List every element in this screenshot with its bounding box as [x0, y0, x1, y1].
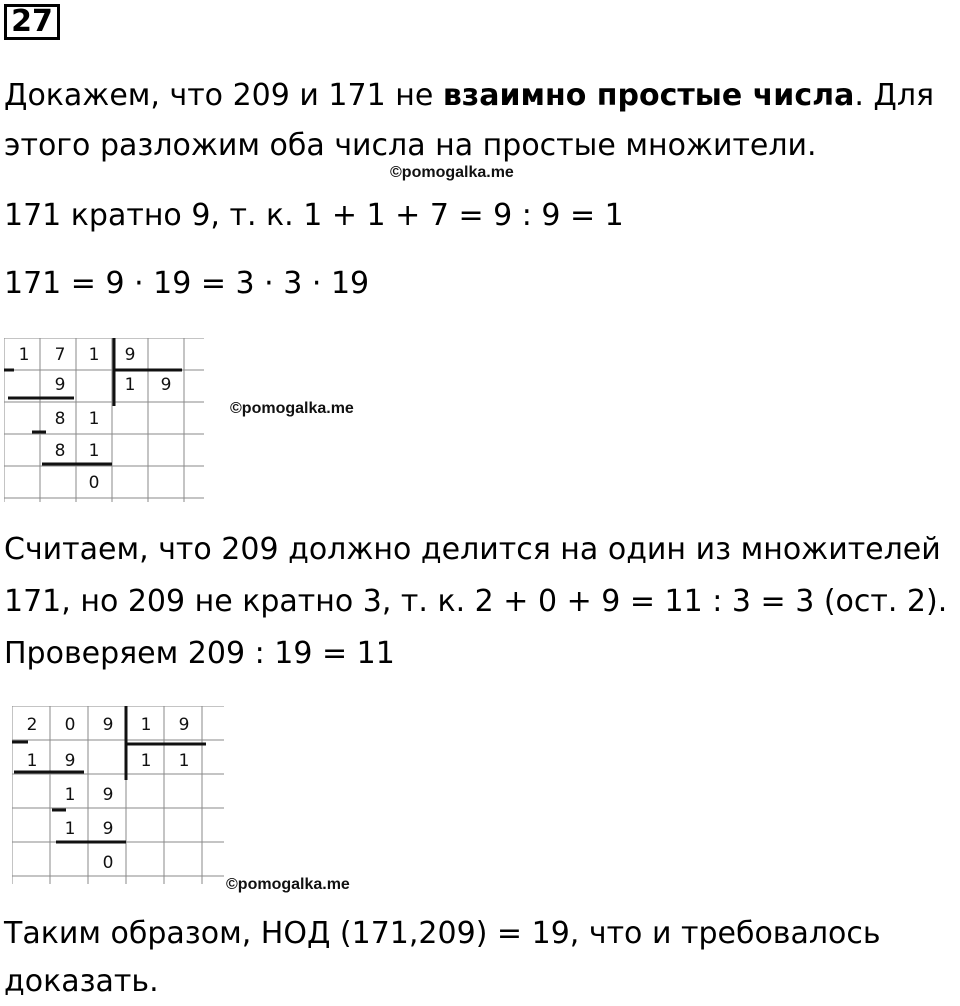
subtrahend-digit: 9: [54, 375, 66, 395]
final-remainder: 0: [102, 853, 114, 873]
long-division-171-by-9: [4, 338, 204, 502]
subtrahend-digit: 1: [88, 441, 100, 461]
para2-line-3: Проверяем 209 : 19 = 11: [4, 636, 395, 671]
divisor-digit: 9: [178, 715, 190, 735]
dividend-digit: 1: [88, 345, 100, 365]
dividend-digit: 7: [54, 345, 66, 365]
intro-line-2: этого разложим оба числа на простые множители.: [4, 128, 817, 163]
subtrahend-digit: 1: [64, 819, 76, 839]
remainder-digit: 1: [64, 785, 76, 805]
dividend-digit: 2: [26, 715, 38, 735]
watermark: ©pomogalka.me: [390, 164, 514, 181]
subtrahend-digit: 8: [54, 441, 66, 461]
intro-line-1: [4, 76, 934, 116]
watermark: ©pomogalka.me: [226, 876, 350, 893]
subtrahend-digit: 1: [26, 751, 38, 771]
remainder-digit: 9: [102, 785, 114, 805]
long-division-209-by-19: [12, 706, 224, 886]
subtrahend-digit: 9: [64, 751, 76, 771]
quotient-digit: 1: [178, 751, 190, 771]
quotient-digit: 1: [124, 375, 136, 395]
dividend-digit: 0: [64, 715, 76, 735]
dividend-digit: 1: [18, 345, 30, 365]
quotient-digit: 1: [140, 751, 152, 771]
para2-line-2: 171, но 209 не кратно 3, т. к. 2 + 0 + 9 = 11 : 3 = 3 (ост. 2).: [4, 584, 948, 619]
intro-text-end: . Для: [854, 78, 935, 113]
conclusion-line-1: Таким образом, НОД (171,209) = 19, что и требовалось: [4, 916, 881, 951]
remainder-digit: 8: [54, 409, 66, 429]
para2-line-1: Считаем, что 209 должно делится на один из множителей: [4, 532, 941, 567]
final-remainder: 0: [88, 473, 100, 493]
divisor-digit: 9: [124, 345, 136, 365]
task-number: 27: [4, 4, 60, 40]
conclusion-line-2: доказать.: [4, 964, 159, 999]
intro-bold-term: взаимно простые числа: [442, 78, 855, 113]
watermark: ©pomogalka.me: [230, 400, 354, 417]
step-factorization-171: 171 = 9 · 19 = 3 · 3 · 19: [4, 266, 370, 301]
intro-text: Докажем, что 209 и 171 не: [4, 78, 443, 113]
step-divisibility-171: 171 кратно 9, т. к. 1 + 1 + 7 = 9 : 9 = 1: [4, 198, 624, 233]
divisor-digit: 1: [140, 715, 152, 735]
remainder-digit: 1: [88, 409, 100, 429]
quotient-digit: 9: [160, 375, 172, 395]
dividend-digit: 9: [102, 715, 114, 735]
subtrahend-digit: 9: [102, 819, 114, 839]
